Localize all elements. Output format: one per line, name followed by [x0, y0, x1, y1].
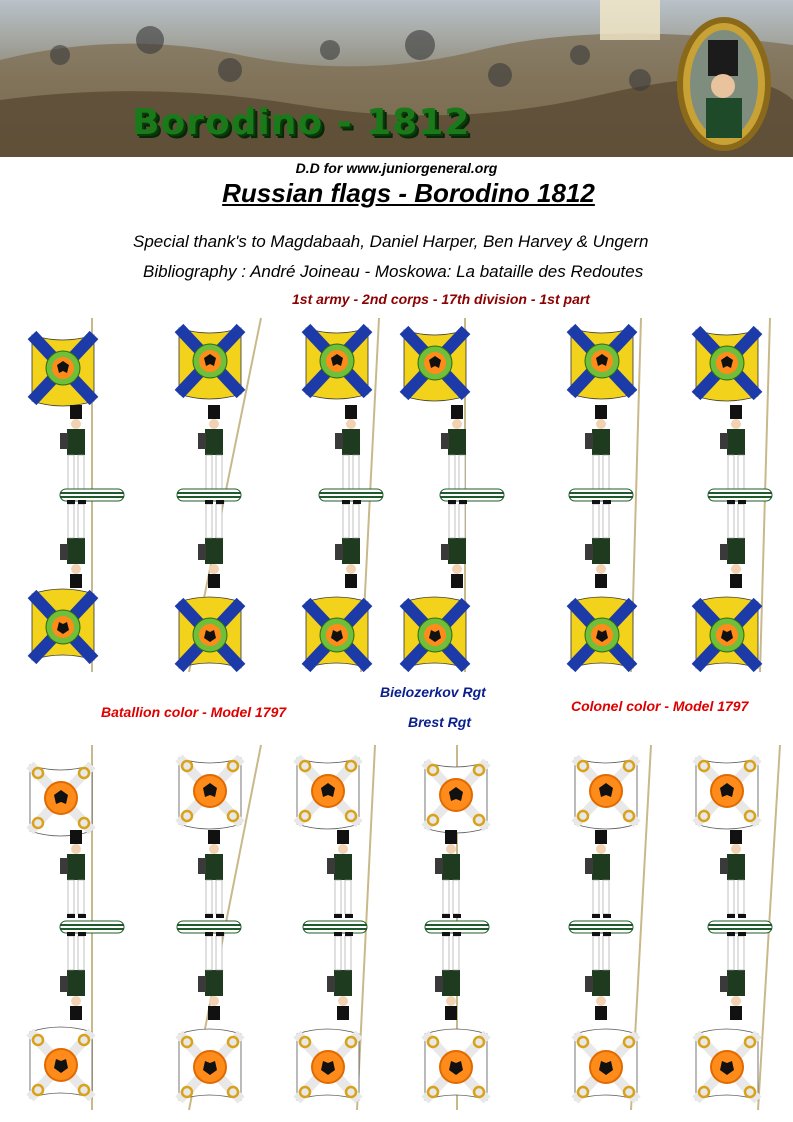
page-title: Russian flags - Borodino 1812	[222, 178, 595, 208]
section-heading: 1st army - 2nd corps - 17th division - 1st part	[292, 291, 590, 307]
banner-logo-text: Borodino - 1812	[132, 102, 471, 143]
regiment-label-brest: Brest Rgt	[408, 714, 472, 730]
regiment-label-bielozerkov: Bielozerkov Rgt	[380, 684, 486, 700]
bibliography-line: Bibliography : André Joineau - Moskowa: La bataille des Redoutes	[143, 262, 644, 281]
battalion-color-label: Batallion color - Model 1797	[101, 704, 287, 720]
colonel-flag-row	[30, 745, 780, 1110]
thanks-line: Special thank's to Magdabaah, Daniel Harper, Ben Harvey & Ungern	[133, 232, 649, 251]
battalion-flag-row-1	[32, 318, 772, 672]
credit-line: D.D for www.juniorgeneral.org	[295, 160, 498, 176]
colonel-color-label: Colonel color - Model 1797	[571, 698, 749, 714]
